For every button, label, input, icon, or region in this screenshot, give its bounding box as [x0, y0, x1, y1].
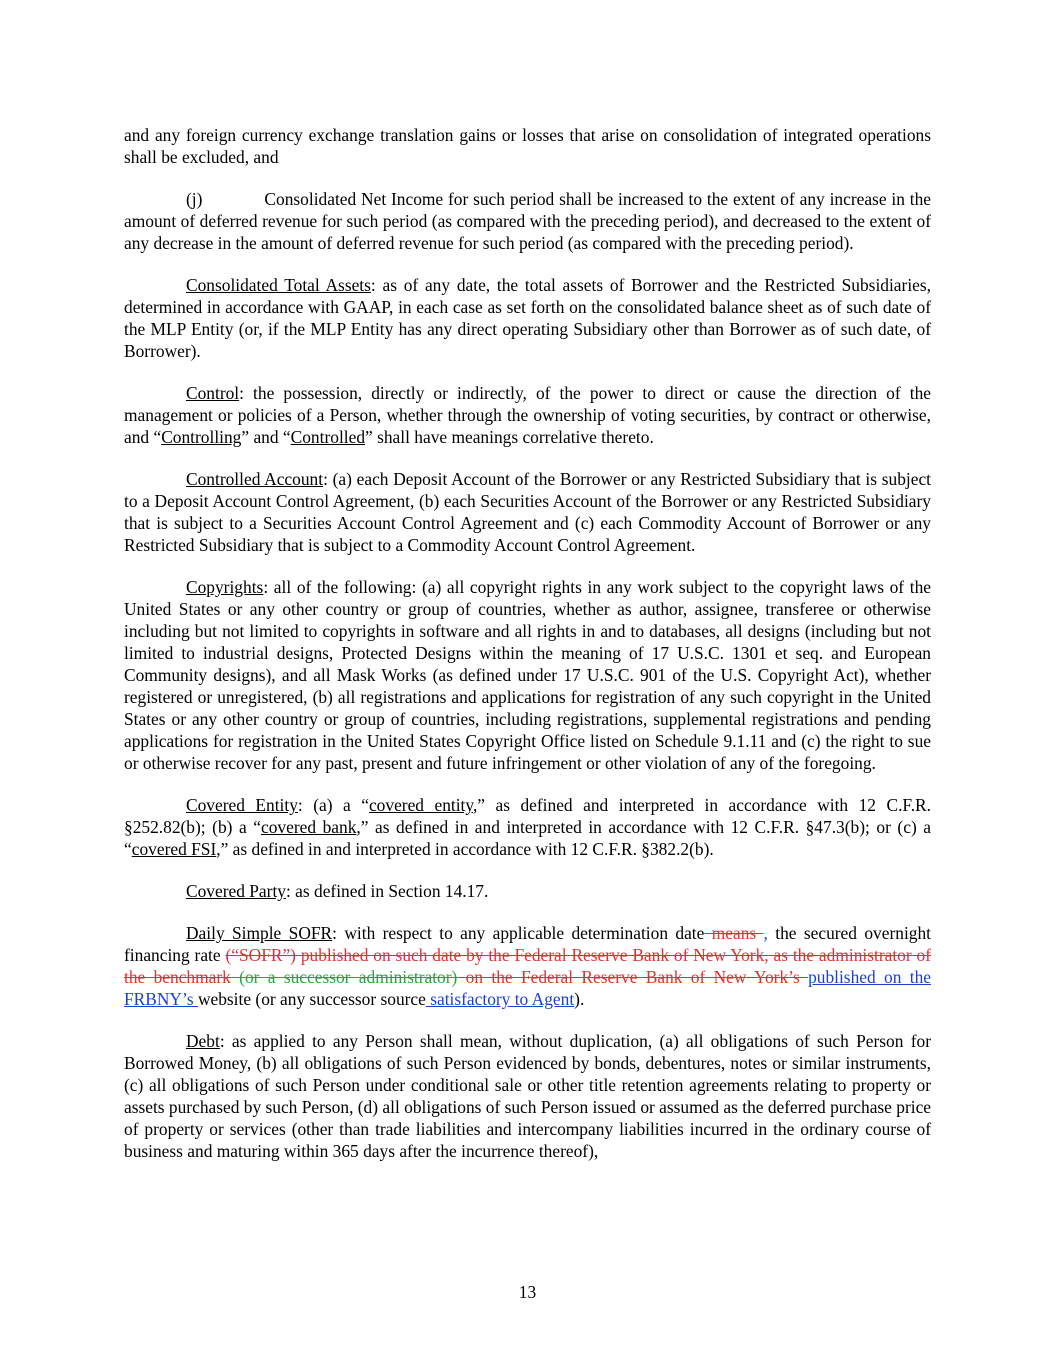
definition-controlled-account [124, 468, 931, 556]
defined-term-covered-bank: covered bank [261, 817, 357, 837]
tracked-deletion: as the administrator of the benchmark [124, 945, 931, 987]
definition-control [124, 382, 931, 448]
page-number: 13 [518, 1282, 537, 1302]
tracked-deletion: York’s [746, 967, 809, 987]
definition-text: : (a) each Deposit Account of the Borrower or any Restricted Subsidiary that is subject to a Deposit Account Control Agreement, (b) each Securities Account of the Borrower or any Restricted Subsidiary that is subject to a Securities Account Control Agreement and (c) each Commodity Account of Borrower or any Restricted Subsidiary that is subject to a Commodity Account Control Agreement. [124, 469, 931, 555]
page-body [124, 124, 931, 1182]
paragraph-text: Consolidated Net Income for such period shall be increased to the extent of any increase in the amount of deferred revenue for such period (as compared with the preceding period), and decreased to the extent of any decrease in the amount of deferred revenue for such period (as compared with the preceding period). [124, 189, 931, 253]
defined-term: Covered Entity [186, 795, 298, 815]
definition-text: ” and “ [241, 427, 291, 447]
tracked-deletion: means [704, 923, 764, 943]
defined-term-covered-entity: covered entity [368, 795, 473, 815]
tracked-deletion-moved: (or a successor administrator) [230, 967, 458, 987]
tracked-deletion: (“SOFR”) published on such date by the Federal Reserve Bank of New York, [225, 945, 769, 965]
definition-text: the secured overnight financing rate [124, 923, 931, 965]
tracked-deletion: on the Federal Reserve Bank of New [457, 967, 747, 987]
definition-copyrights [124, 576, 931, 774]
tracked-insertion: published on the FRBNY’s [124, 967, 931, 1009]
defined-term-controlled: Controlled [290, 427, 366, 447]
defined-term: Control [186, 383, 240, 403]
definition-daily-simple-sofr [124, 922, 931, 1010]
definition-consolidated-total-assets [124, 274, 931, 362]
definition-text: : as of any date, the total assets of Borrower and the Restricted Subsidiaries, determined in accordance with GAAP, in each case as set forth on the consolidated balance sheet as of such date of the MLP Entity (or, if the MLP Entity has any direct operating Subsidiary other than Borrower as of such date, of Borrower). [124, 275, 931, 361]
definition-text: : as defined in Section 14.17. [285, 881, 489, 901]
defined-term: Copyrights [186, 577, 264, 597]
definition-text: ,” as defined in and interpreted in accordance with 12 C.F.R. §47.3(b); or (c) a “ [124, 817, 931, 859]
definition-text: website (or any successor source [197, 989, 426, 1009]
paragraph-integrated-operations: and any foreign currency exchange translation gains or losses that arise on consolidation of integrated operations shall be excluded, and [124, 125, 931, 167]
definition-text: ,” as defined and interpreted in accordance with 12 C.F.R. §252.82(b); (b) a “ [124, 795, 931, 837]
definition-text: ” shall have meanings correlative thereto. [365, 427, 654, 447]
definition-covered-party [124, 880, 931, 902]
tracked-insertion: , [763, 923, 768, 943]
defined-term: Controlled Account [186, 469, 324, 489]
defined-term-controlling: Controlling [161, 427, 242, 447]
defined-term: Covered Party [186, 881, 286, 901]
definition-covered-entity [124, 794, 931, 860]
tracked-insertion: satisfactory to Agent [425, 989, 575, 1009]
definition-text: : as applied to any Person shall mean, without duplication, (a) all obligations of such Person for Borrowed Money, (b) all obligations of such Person evidenced by bonds, debentures, notes or similar instruments, (c) all obligations of such Person under conditional sale or other title retention agreements relating to property or assets purchased by such Person, (d) all obligations of such Person issued or assumed as the deferred purchase price of property or services (other than trade liabilities and intercompany liabilities incurred in the ordinary course of business and maturing within 365 days after the incurrence thereof), [124, 1031, 932, 1161]
defined-term-covered-fsi: covered FSI [131, 839, 217, 859]
defined-term: Daily Simple SOFR [186, 923, 333, 943]
definition-text: : with respect to any applicable determination date [332, 923, 705, 943]
defined-term: Debt [186, 1031, 220, 1051]
definition-text: : the possession, directly or indirectly, of the power to direct or cause the direction of the management or policies of a Person, whether through the ownership of voting securities, by contract or otherwise, and “ [124, 383, 931, 447]
defined-term: Consolidated Total Assets [186, 275, 371, 295]
paragraph-j-deferred-revenue [124, 188, 931, 254]
definition-text: ,” as defined in and interpreted in accordance with 12 C.F.R. §382.2(b). [216, 839, 714, 859]
definition-debt [124, 1030, 931, 1162]
definition-text: : all of the following: (a) all copyright rights in any work subject to the copyright laws of the United States or any other country or group of countries, whether as author, assignee, transferee or otherwise including but not limited to copyrights in software and all rights in and to databases, all designs (including but not limited to industrial designs, Protected Designs within the meaning of 17 U.S.C. 1301 et seq. and European Community designs), and all Mask Works (as defined under 17 U.S.C. 901 of the U.S. Copyright Act), whether registered or unregistered, (b) all registrations and applications for registration of any such copyright in the United States or any other country or group of countries, including registrations, supplemental registrations and pending applications for registration in the United States Copyright Office listed on Schedule 9.1.11 and (c) the right to sue or otherwise recover for any past, present and future infringement or other violation of any of the foregoing. [124, 577, 931, 773]
definition-text: ). [574, 989, 585, 1009]
definition-text: : (a) a “ [297, 795, 369, 815]
clause-marker: (j) [186, 189, 203, 209]
